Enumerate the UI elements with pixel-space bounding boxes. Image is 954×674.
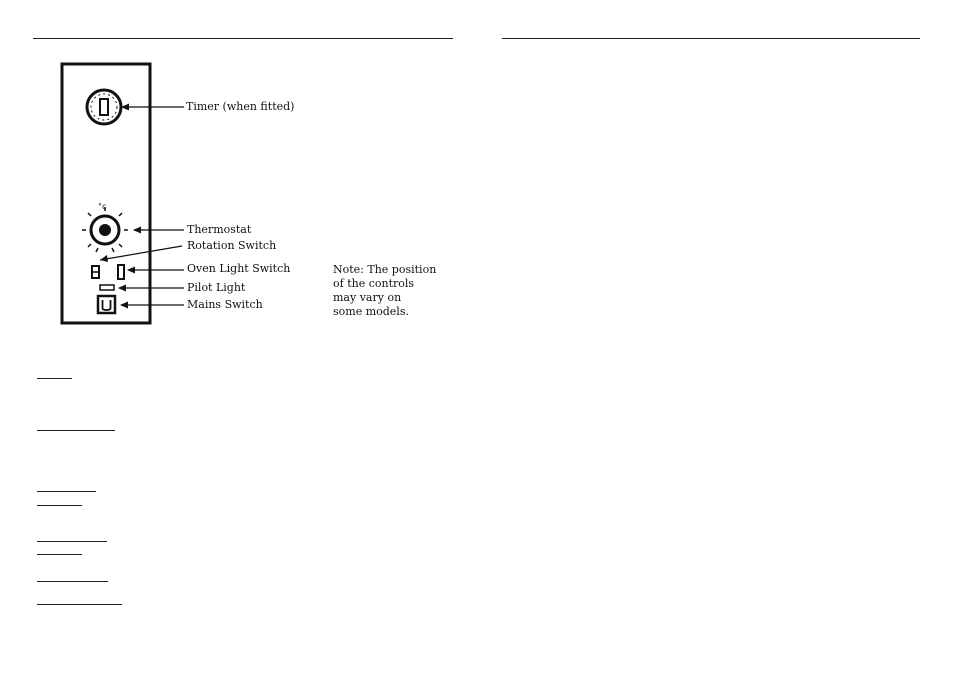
heading-underline [37, 505, 82, 506]
heading-underline [37, 541, 107, 542]
thermostat-knob-icon [82, 207, 128, 252]
pilot-light-label: Pilot Light [187, 281, 246, 294]
oven-light-switch-label: Oven Light Switch [187, 262, 291, 275]
note-line-2: of the controls [333, 277, 415, 290]
thermostat-label: Thermostat [187, 223, 252, 236]
rotation-switch-icon [92, 266, 99, 278]
heading-underline [37, 581, 108, 582]
note-line-1: Note: The position [333, 263, 437, 276]
mains-switch-icon [98, 296, 115, 313]
degree-symbol: °c [98, 202, 107, 211]
heading-underline [37, 491, 96, 492]
timer-label: Timer (when fitted) [186, 100, 295, 113]
rotation-switch-label: Rotation Switch [187, 239, 277, 252]
pilot-light-icon [100, 285, 114, 290]
heading-underline [37, 604, 122, 605]
heading-underline [37, 378, 72, 379]
heading-underline [37, 430, 115, 431]
note-line-3: may vary on [333, 291, 402, 304]
timer-knob-icon [87, 90, 121, 124]
oven-light-switch-icon [118, 265, 124, 279]
mains-switch-label: Mains Switch [187, 298, 263, 311]
heading-underline [37, 554, 82, 555]
note-line-4: some models. [333, 305, 409, 318]
